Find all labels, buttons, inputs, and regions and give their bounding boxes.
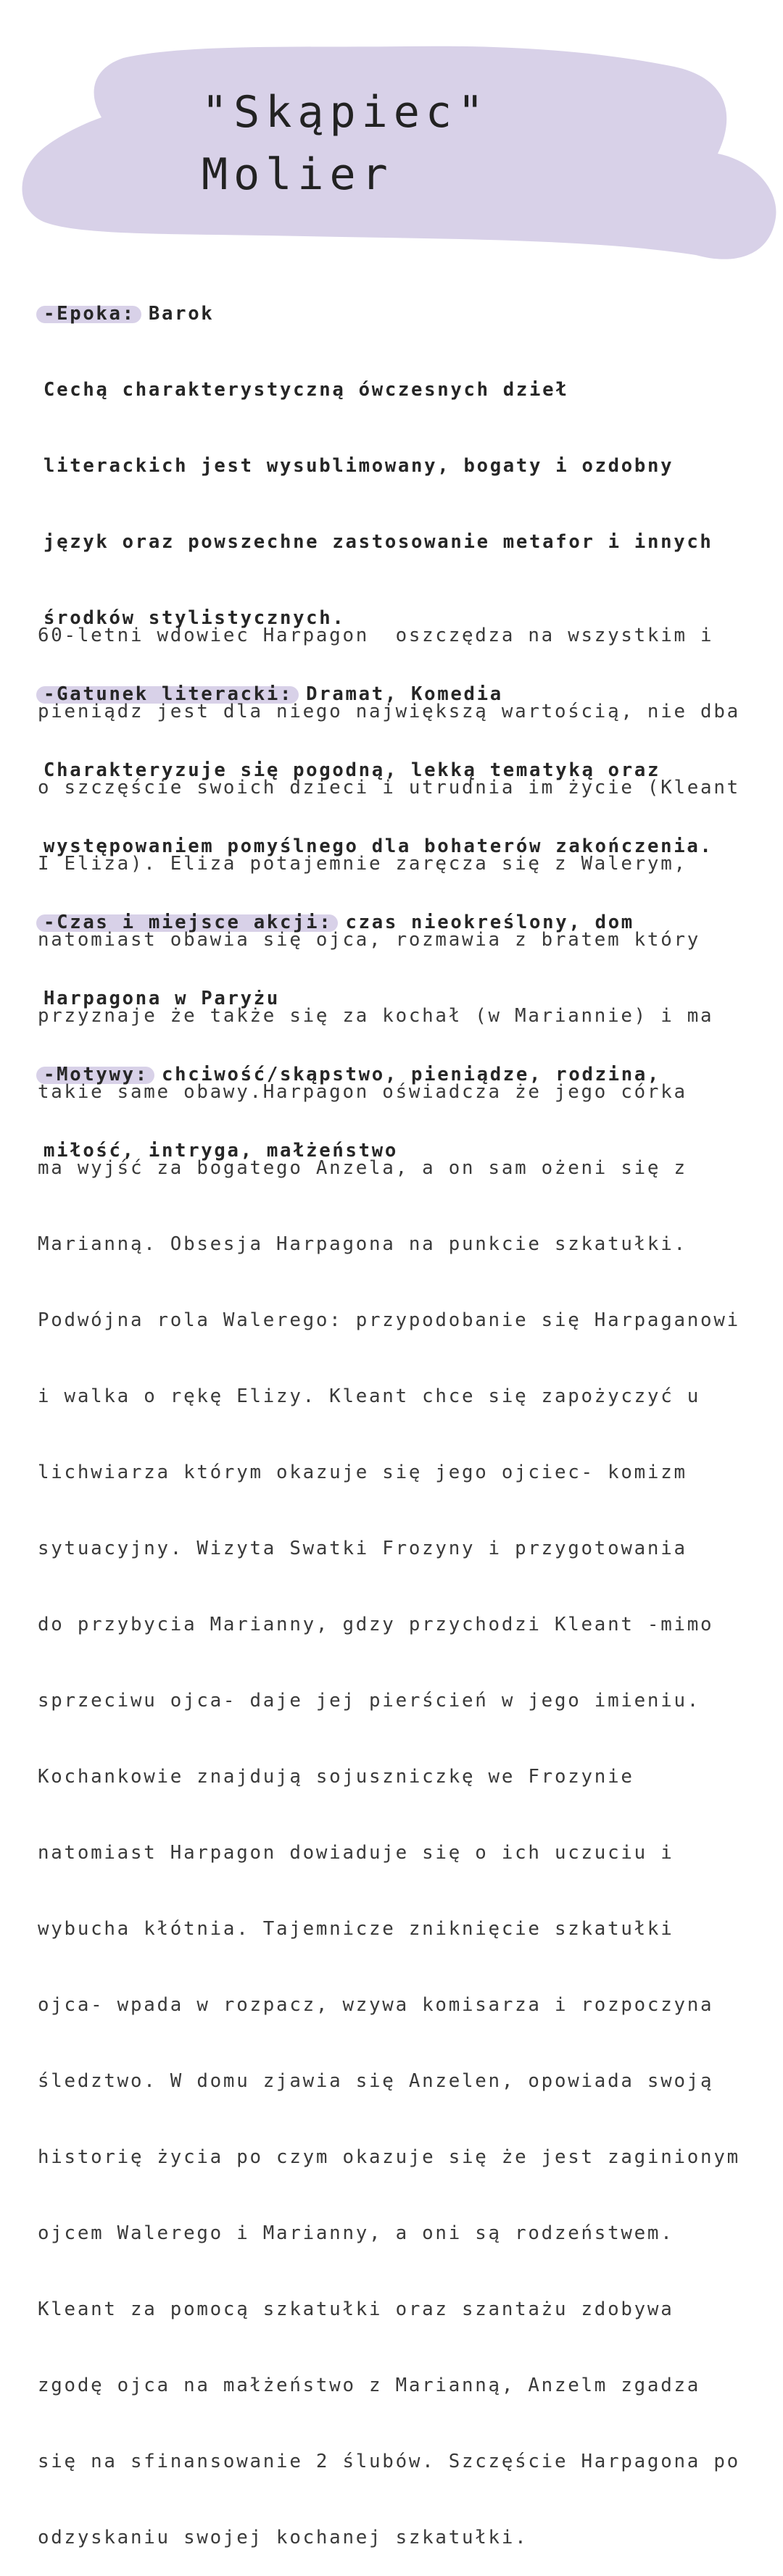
summary-line: lichwiarza którym okazuje się jego ojciec- komizm bbox=[38, 1462, 687, 1483]
summary-line: do przybycia Marianny, gdzy przychodzi Kleant -mimo bbox=[38, 1614, 714, 1635]
summary-line: historię życia po czym okazuje się że jest zaginionym bbox=[38, 2146, 740, 2168]
title-author: Molier bbox=[202, 149, 394, 200]
summary-line: natomiast obawia się ojca, rozmawia z bratem który bbox=[38, 929, 701, 951]
fact-gatunek-value: Dramat, Komedia bbox=[293, 683, 503, 705]
fact-epoka-desc-line: Cechą charakterystyczną ówczesnych dzieł bbox=[44, 379, 569, 401]
fact-motywy-label: -Motywy: bbox=[44, 1064, 149, 1085]
summary-line: Podwójna rola Walerego: przypodobanie się Harpaganowi bbox=[38, 1309, 740, 1331]
fact-czas-value: czas nieokreślony, dom bbox=[332, 912, 634, 933]
page-title bbox=[202, 81, 489, 206]
fact-gatunek-desc-line: występowaniem pomyślnego dla bohaterów zakończenia. bbox=[44, 835, 713, 857]
summary-line: ma wyjść za bogatego Anzela, a on sam ożeni się z bbox=[38, 1157, 687, 1179]
summary-line: Kochankowie znajdują sojuszniczkę we Frozynie bbox=[38, 1766, 634, 1788]
summary-line: sprzeciwu ojca- daje jej pierścień w jego imieniu. bbox=[38, 1690, 701, 1712]
fact-gatunek-label: -Gatunek literacki: bbox=[44, 683, 294, 705]
summary-line: o szczęście swoich dzieci i utrudnia im życie (Kleant bbox=[38, 777, 740, 799]
title-work: "Skąpiec" bbox=[202, 87, 490, 138]
summary-line: ojca- wpada w rozpacz, wzywa komisarza i rozpoczyna bbox=[38, 1994, 714, 2016]
summary-line: ojcem Walerego i Marianny, a oni są rodzeństwem. bbox=[38, 2222, 674, 2244]
summary-line: wybucha kłótnia. Tajemnicze zniknięcie szkatułki bbox=[38, 1918, 674, 1940]
fact-epoka-value: Barok bbox=[135, 303, 215, 325]
fact-epoka bbox=[44, 301, 761, 327]
summary-line: Kleant za pomocą szkatułki oraz szantażu zdobywa bbox=[38, 2298, 674, 2320]
fact-czas-cont: Harpagona w Paryżu bbox=[44, 988, 280, 1009]
summary-line: I Eliza). Eliza potajemnie zaręcza się z Walerym, bbox=[38, 853, 687, 875]
fact-epoka-desc-line: literackich jest wysublimowany, bogaty i ozdobny bbox=[44, 455, 674, 477]
summary-line: zgodę ojca na małżeństwo z Marianną, Anzelm zgadza bbox=[38, 2375, 701, 2396]
summary-line: i walka o rękę Elizy. Kleant chce się zapożyczyć u bbox=[38, 1385, 701, 1407]
summary-line: pieniądz jest dla niego największą wartością, nie dba bbox=[38, 701, 740, 722]
fact-motywy-cont: miłość, intryga, małżeństwo bbox=[44, 1140, 398, 1162]
summary-line: przyznaje że także się za kochał (w Mariannie) i ma bbox=[38, 1005, 714, 1027]
fact-motywy-value: chciwość/skąpstwo, pieniądze, rodzina, bbox=[148, 1064, 661, 1085]
fact-epoka-label: -Epoka: bbox=[44, 303, 136, 325]
summary-line: Marianną. Obsesja Harpagona na punkcie szkatułki. bbox=[38, 1233, 687, 1255]
summary-line: sytuacyjny. Wizyta Swatki Frozyny i przygotowania bbox=[38, 1538, 687, 1559]
summary-line: 60-letni wdowiec Harpagon oszczędza na wszystkim i bbox=[38, 625, 714, 646]
summary-line: odzyskaniu swojej kochanej szkatułki. bbox=[38, 2527, 529, 2548]
summary-line: natomiast Harpagon dowiaduje się o ich uczuciu i bbox=[38, 1842, 674, 1864]
summary-line: takie same obawy.Harpagon oświadcza że jego córka bbox=[38, 1081, 687, 1103]
fact-epoka-desc-line: język oraz powszechne zastosowanie metafor i innych bbox=[44, 531, 713, 553]
summary-line: śledztwo. W domu zjawia się Anzelen, opowiada swoją bbox=[38, 2070, 714, 2092]
fact-czas-label: -Czas i miejsce akcji: bbox=[44, 912, 333, 933]
fact-epoka-desc-line: środków stylistycznych. bbox=[44, 607, 346, 629]
plot-summary bbox=[38, 572, 770, 2576]
fact-gatunek-desc-line: Charakteryzuje się pogodną, lekką tematyką oraz bbox=[44, 759, 661, 781]
summary-line: się na sfinansowanie 2 ślubów. Szczęście Harpagona po bbox=[38, 2451, 740, 2472]
